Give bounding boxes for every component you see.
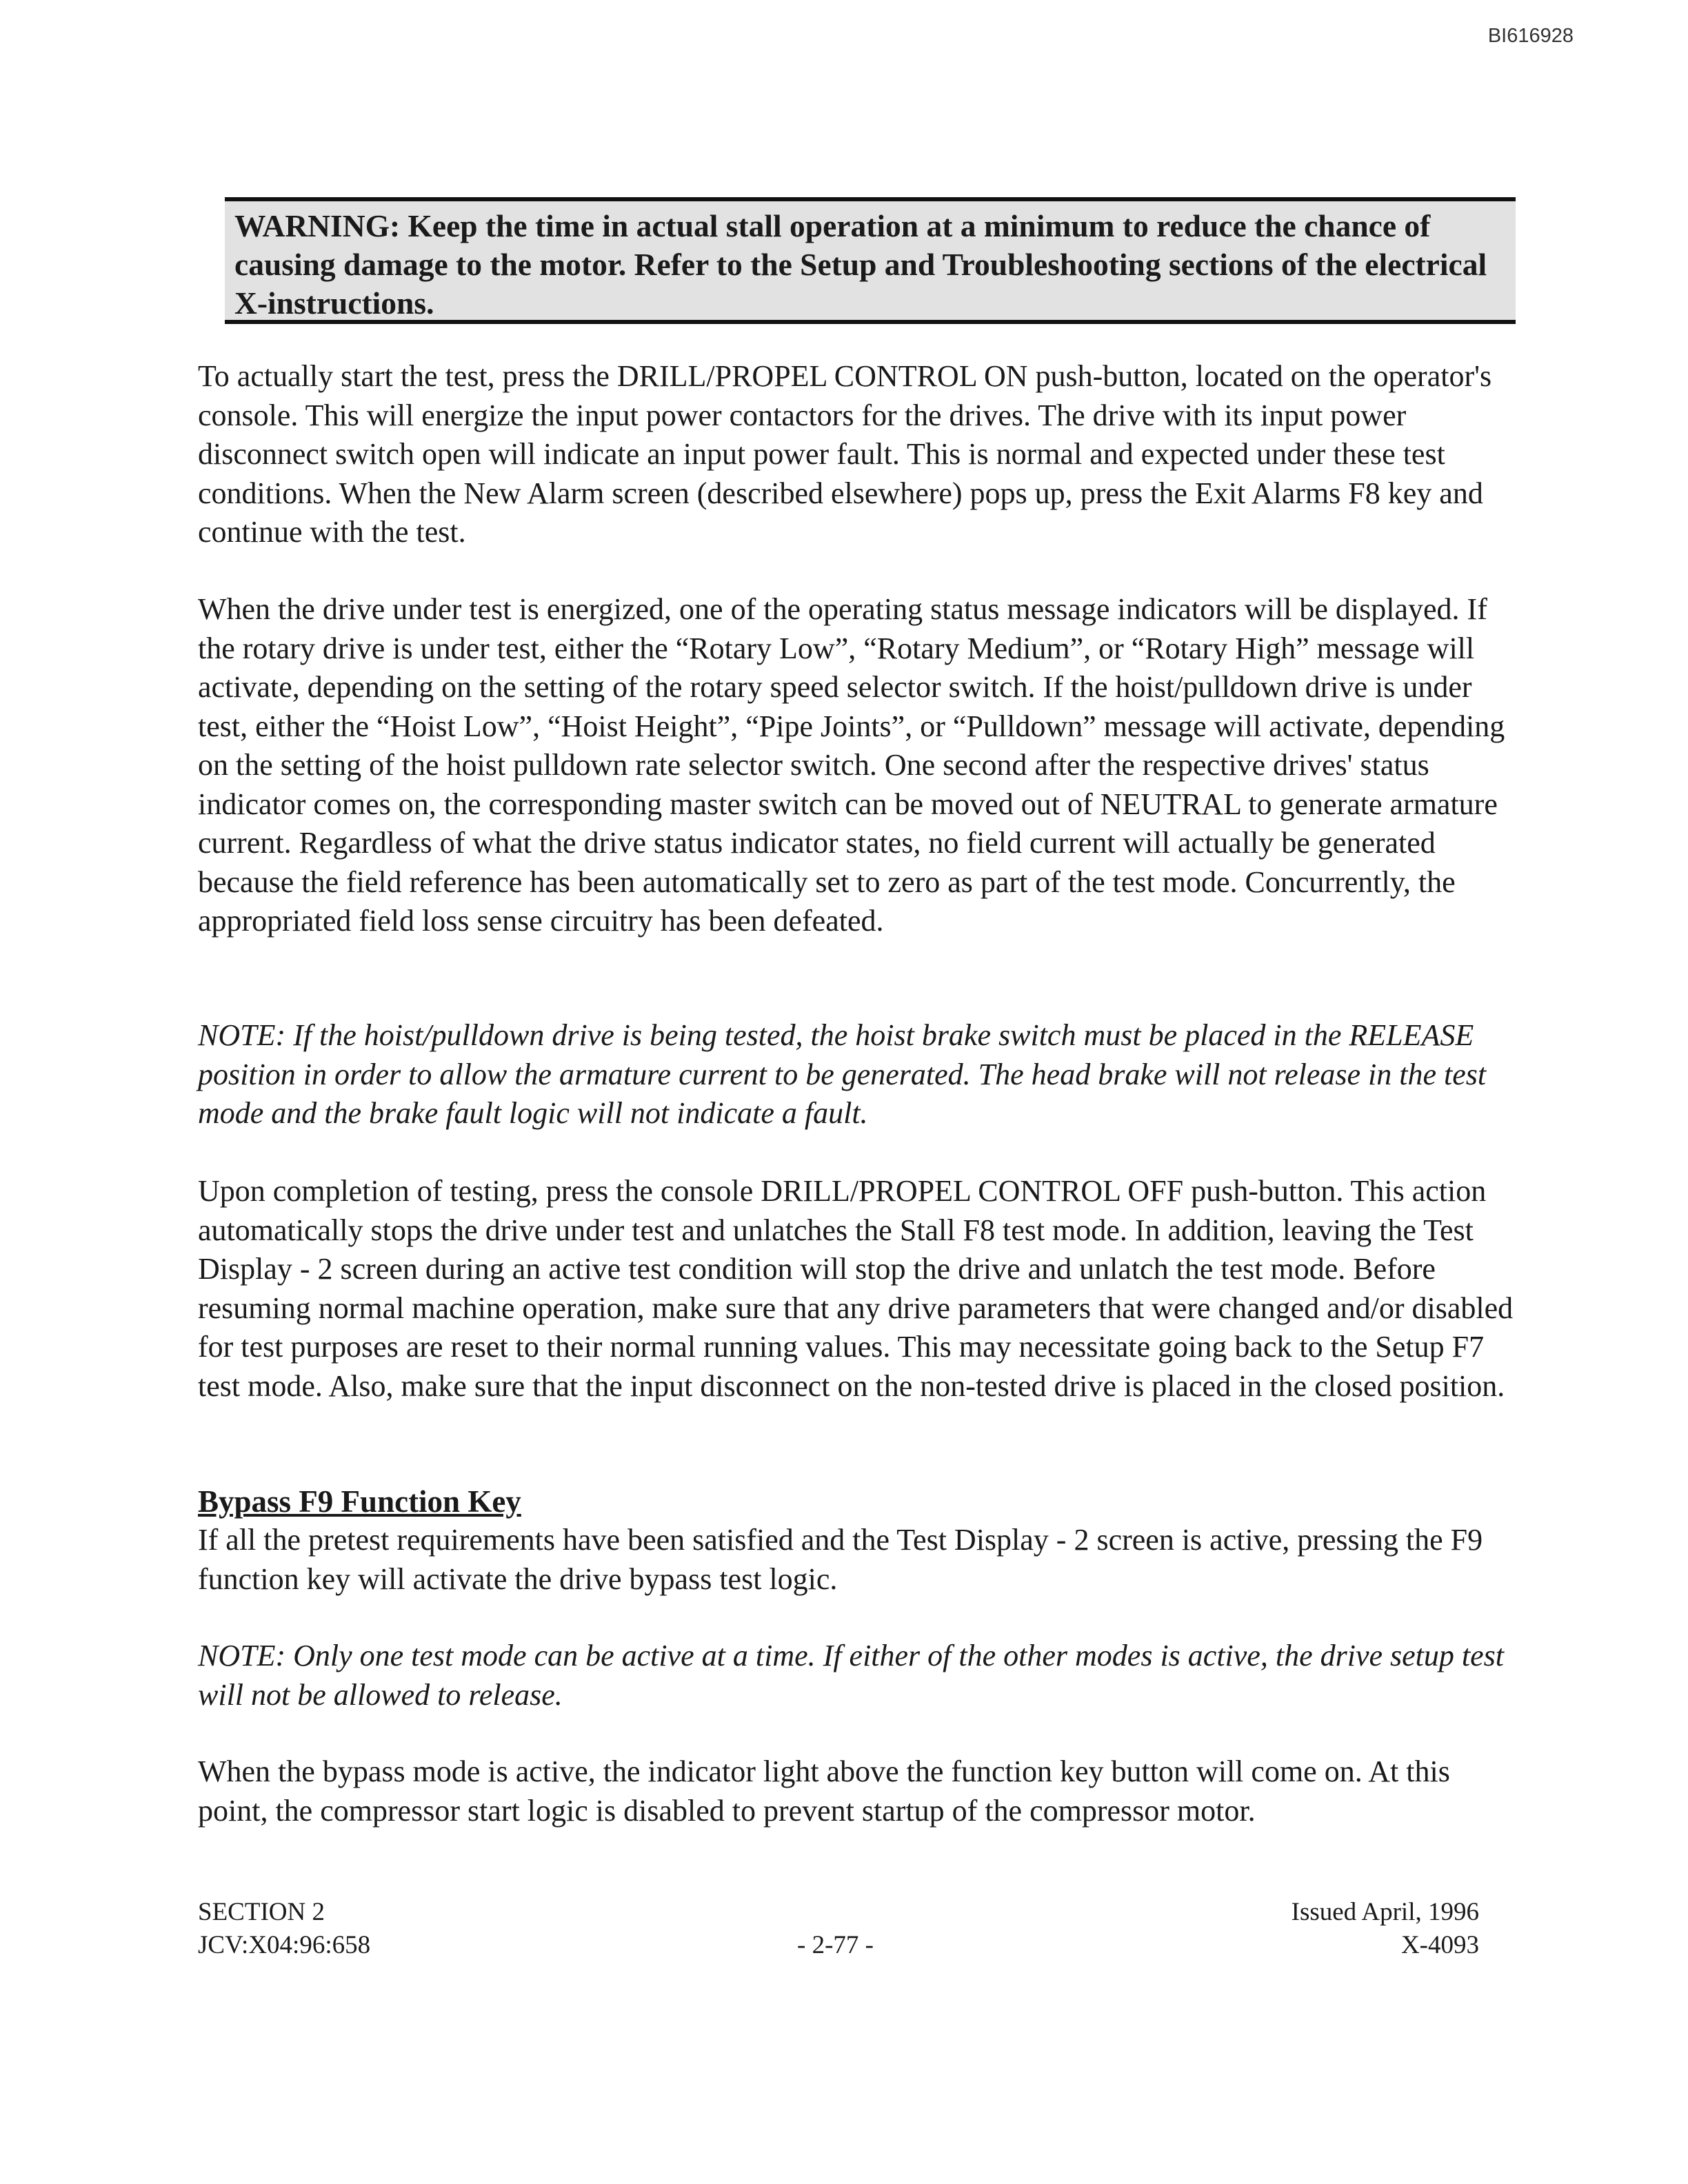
note-hoist-brake: NOTE: If the hoist/pulldown drive is being tested, the hoist brake switch must be placed in the RELEASE position in order to allow the armature current to be generated. The head brake will not release in the test mode and the brake fault logic will not indicate a fault. — [198, 1018, 1487, 1130]
footer-code: JCV:X04:96:658 — [198, 1931, 371, 1959]
footer-issued: Issued April, 1996 — [1291, 1898, 1479, 1926]
footer-section: SECTION 2 — [198, 1898, 325, 1926]
paragraph-bypass: If all the pretest requirements have been satisfied and the Test Display - 2 screen is active, pressing the F9 function key will activate the drive bypass test logic. — [198, 1523, 1483, 1596]
footer-page-number: - 2-77 - — [797, 1931, 874, 1959]
warning-box: WARNING: Keep the time in actual stall operation at a minimum to reduce the chance of causing damage to the motor. Refer to the Setup and Troubleshooting sections of the electrical X-instructions. — [225, 197, 1516, 324]
footer-doc-number: X-4093 — [1400, 1931, 1479, 1959]
paragraph-drive-energized: When the drive under test is energized, one of the operating status message indicators will be displayed. If the rotary drive is under test, either the “Rotary Low”, “Rotary Medium”, or “Rotary High” message will activate, depending on the setting of the rotary speed selector switch. If the hoist/pulldown drive is under test, either the “Hoist Low”, “Hoist Height”, “Pipe Joints”, or “Pulldown” message will activate, depending on the setting of the hoist pulldown rate selector switch. One second after the respective drives' status indicator comes on, the corresponding master switch can be moved out of NEUTRAL to generate armature current. Regardless of what the drive status indicator states, no field current will actually be generated because the field reference has been automatically set to zero as part of the test mode. Concurrently, the appropriated field loss sense circuitry has been defeated. — [198, 592, 1505, 938]
section-heading-bypass: Bypass F9 Function Key — [198, 1484, 521, 1519]
paragraph-start-test: To actually start the test, press the DRILL/PROPEL CONTROL ON push-button, located on the operator's console. This will energize the input power contactors for the drives. The drive with its input power disconnect switch open will indicate an input power fault. This is normal and expected under these test conditions. When the New Alarm screen (described elsewhere) pops up, press the Exit Alarms F8 key and continue with the test. — [198, 359, 1492, 549]
footer-right — [1292, 1896, 1479, 1962]
paragraph-completion: Upon completion of testing, press the console DRILL/PROPEL CONTROL OFF push-button. This action automatically stops the drive under test and unlatches the Stall F8 test mode. In addition, leaving the Test Display - 2 screen during an active test condition will stop the drive and unlatch the test mode. Before resuming normal machine operation, make sure that any drive parameters that were changed and/or disabled for test purposes are reset to their normal running values. This may necessitate going back to the Setup F7 test mode. Also, make sure that the input disconnect on the non-tested drive is placed in the closed position. — [198, 1174, 1514, 1403]
document-id: BI616928 — [1487, 25, 1574, 47]
paragraph-bypass-active: When the bypass mode is active, the indicator light above the function key button will come on. At this point, the compressor start logic is disabled to prevent startup of the compressor motor. — [198, 1755, 1450, 1828]
note-one-test-mode: NOTE: Only one test mode can be active at a time. If either of the other modes is active, the drive setup test will not be allowed to release. — [198, 1639, 1504, 1712]
footer-left — [198, 1896, 370, 1962]
